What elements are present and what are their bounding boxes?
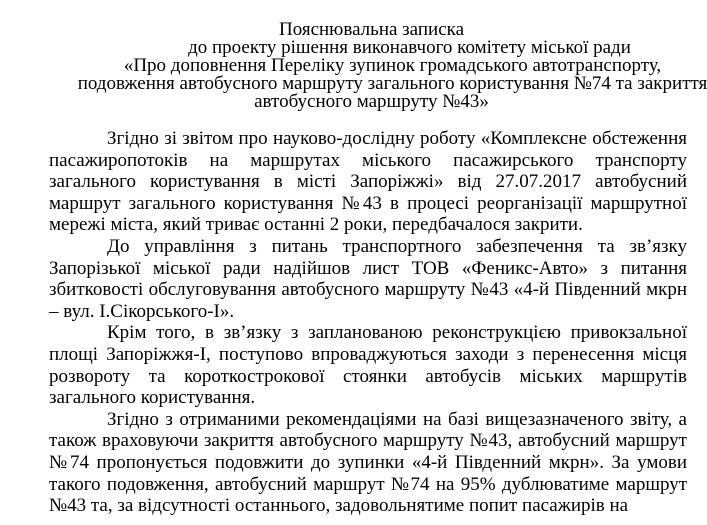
decision-title-line-2: подовження автобусного маршруту загального користування №74 та закриття xyxy=(77,73,707,94)
paragraph-3: Крім того, в зв’язку з запланованою реконструкцією привокзальної площі Запоріжжя-І, поступово впроваджуються заходи з перенесення місця розвороту та короткострокової стоянки автобусів міських маршрутів загального користування. xyxy=(49,322,687,409)
document-title: Пояснювальна записка xyxy=(278,19,465,40)
paragraph-4: Згідно з отриманими рекомендаціями на базі вищезазначеного звіту, а також враховуючи закриття автобусного маршруту №43, автобусний маршрут №74 пропонується подовжити до зупинки «4-й Південний мкрн». За умови такого подовження, автобусний маршрут №74 на 95% дублюватиме маршрут №43 та, за відсутності останнього, задовольнятиме попит пасажирів на xyxy=(49,408,687,517)
decision-title-line-1: «Про доповнення Переліку зупинок громадського автотранспорту, xyxy=(123,55,662,76)
paragraph-1: Згідно зі звітом про науково-дослідну роботу «Комплексне обстеження пасажиропотоків на маршрутах міського пасажирського транспорту загального користування в місті Запоріжжі» від 27.07.2017 автобусний маршрут загального користування №43 в процесі реорганізації маршрутної мережі міста, який триває останні 2 роки, передбачалося закрити. xyxy=(49,128,687,236)
paragraph-2: До управління з питань транспортного забезпечення та зв’язку Запорізької міської ради надійшов лист ТОВ «Феникс-Авто» з питання збитковості обслуговування автобусного маршруту №43 «4-й Південний мкрн – вул. І.Сікорського-І». xyxy=(49,235,687,322)
document-body xyxy=(49,128,687,517)
decision-title-line-3: автобусного маршруту №43» xyxy=(254,91,489,112)
document-subtitle: до проекту рішення виконавчого комітету міської ради xyxy=(188,37,631,58)
